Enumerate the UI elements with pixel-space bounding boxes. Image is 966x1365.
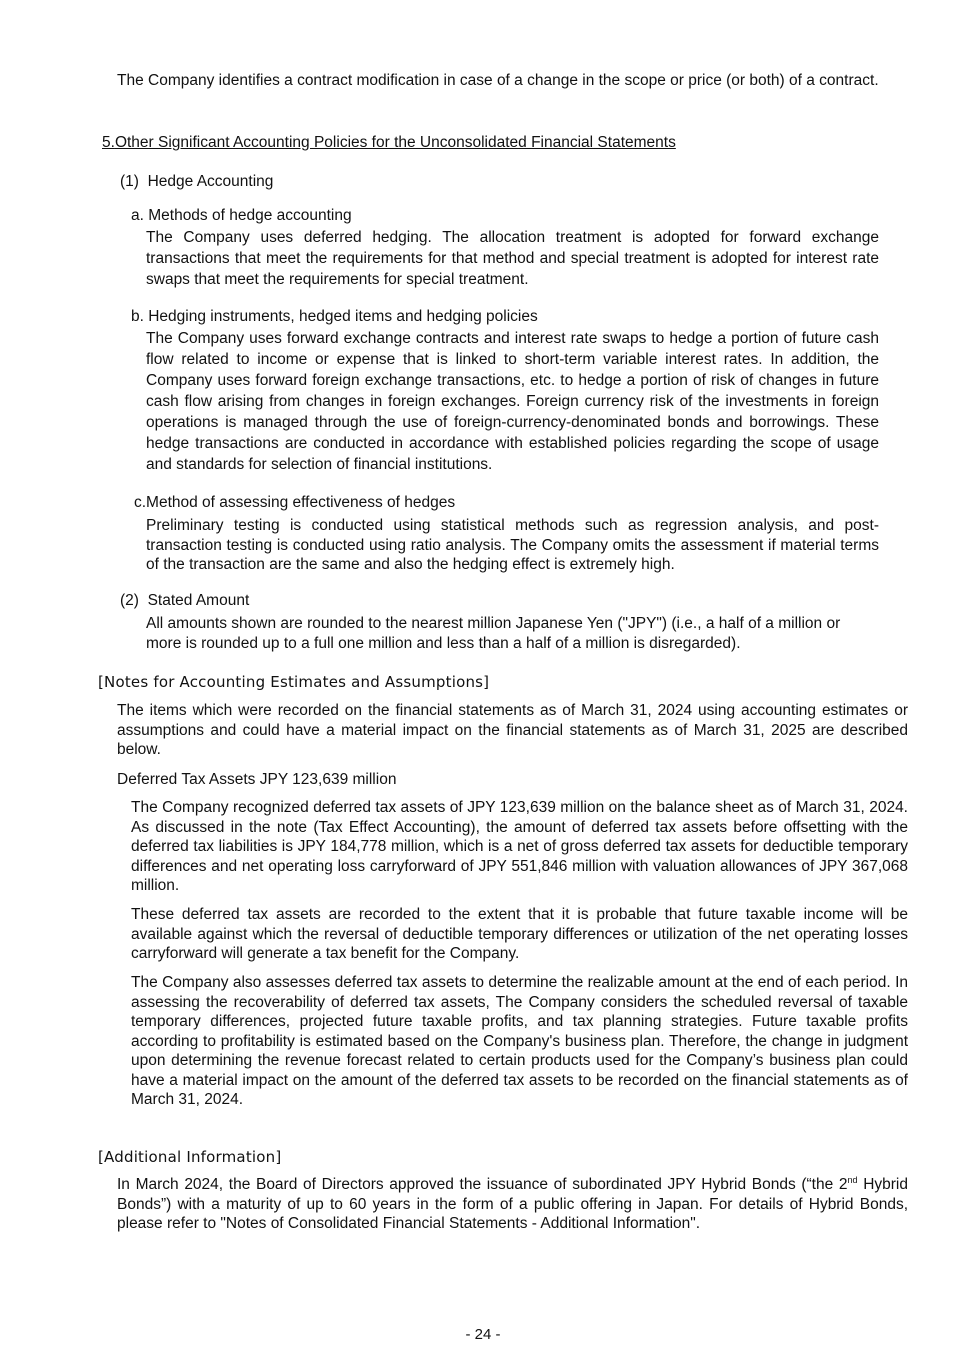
additional-info-text-start: In March 2024, the Board of Directors approved the issuance of subordinated JPY Hybrid Bonds (“the 2 xyxy=(117,1176,848,1193)
hedge-b-text: The Company uses forward exchange contracts and interest rate swaps to hedge a portion of future cash flow related to income or expense that is linked to short-term variable interest rates. In addition, the Company uses forward foreign exchange transactions, etc. to hedge a portion of risk of changes in future cash flow arising from changes in foreign exchanges. Foreign currency risk of the investments in foreign operations is managed through the use of foreign-currency-denominated bonds and borrowings. These hedge transactions are conducted in accordance with established policies regarding the scope of usage and standards for selection of financial institutions. xyxy=(146,330,879,473)
section-5-heading xyxy=(102,132,676,153)
deferred-tax-paragraph-1: The Company recognized deferred tax assets of JPY 123,639 million on the balance sheet as of March 31, 2024. As discussed in the note (Tax Effect Accounting), the amount of deferred tax assets before offsetting with the deferred tax liabilities is JPY 184,778 million, which is a net of gross deferred tax assets for deductible temporary differences and net operating loss carryforward of JPY 551,846 million with valuation allowances of JPY 367,068 million. xyxy=(131,799,908,894)
deferred-tax-paragraph-2: These deferred tax assets are recorded to the extent that it is probable that future taxable income will be available against which the reversal of deductible temporary differences or utilization of the net operating losses carryforward will generate a tax benefit for the Company. xyxy=(131,906,908,962)
intro-paragraph: The Company identifies a contract modification in case of a change in the scope or price (or both) of a contract. xyxy=(117,72,879,89)
section-5-title: Other Significant Accounting Policies for the Unconsolidated Financial Statements xyxy=(114,134,676,151)
hedge-c-title: c.Method of assessing effectiveness of hedges xyxy=(134,494,456,511)
hedge-accounting-number: (1) xyxy=(120,173,139,190)
stated-amount-text: All amounts shown are rounded to the nearest million Japanese Yen ("JPY") (i.e., a half of a million or more is rounded up to a full one million and less than a half of a million is disregarded). xyxy=(146,615,841,652)
hedge-a-title: a. Methods of hedge accounting xyxy=(131,207,352,224)
additional-info-text xyxy=(117,1175,908,1234)
additional-info-heading: [Additional Information] xyxy=(98,1148,282,1166)
stated-amount-number: (2) xyxy=(120,592,139,609)
ordinal-superscript: nd xyxy=(847,1174,858,1185)
page-number: - 24 - xyxy=(465,1326,501,1343)
estimates-heading: [Notes for Accounting Estimates and Assumptions] xyxy=(98,673,490,691)
hedge-b-title: b. Hedging instruments, hedged items and hedging policies xyxy=(131,308,538,325)
hedge-c-text: Preliminary testing is conducted using statistical methods such as regression analysis, and post-transaction testing is conducted using ratio analysis. The Company omits the assessment if material terms of the transaction are the same and also the hedging effect is extremely high. xyxy=(146,517,879,573)
deferred-tax-subheading: Deferred Tax Assets JPY 123,639 million xyxy=(117,771,397,788)
deferred-tax-paragraph-3: The Company also assesses deferred tax assets to determine the realizable amount at the end of each period. In assessing the recoverability of deferred tax assets, The Company considers the scheduled reversal of taxable temporary differences, projected future taxable profits, and tax planning strategies. Future taxable profits according to profitability is estimated based on the Company's business plan. Therefore, the change in judgment upon determining the revenue forecast related to certain products used for the Company’s business plan could have a material impact on the amount of the deferred tax assets to be recorded on the financial statements as of March 31, 2024. xyxy=(131,974,908,1108)
estimates-intro: The items which were recorded on the financial statements as of March 31, 2024 using accounting estimates or assumptions and could have a material impact on the financial statements as of March 31, 2025 are described below. xyxy=(117,702,908,758)
stated-amount-label: Stated Amount xyxy=(147,592,250,609)
hedge-a-text: The Company uses deferred hedging. The allocation treatment is adopted for forward exchange transactions that meet the requirements for that method and special treatment is adopted for interest rate swaps that meet the requirements for special treatment. xyxy=(146,229,879,288)
stated-amount-heading xyxy=(120,590,249,611)
section-5-number: 5. xyxy=(102,134,115,151)
hedge-accounting-heading xyxy=(120,171,273,192)
additional-info-text-end: Hybrid Bonds”) with a maturity of up to 60 years in the form of a public offering in Japan. For details of Hybrid Bonds, please refer to "Notes of Consolidated Financial Statements - Additional Information". xyxy=(117,1176,908,1232)
hedge-accounting-label: Hedge Accounting xyxy=(147,173,274,190)
